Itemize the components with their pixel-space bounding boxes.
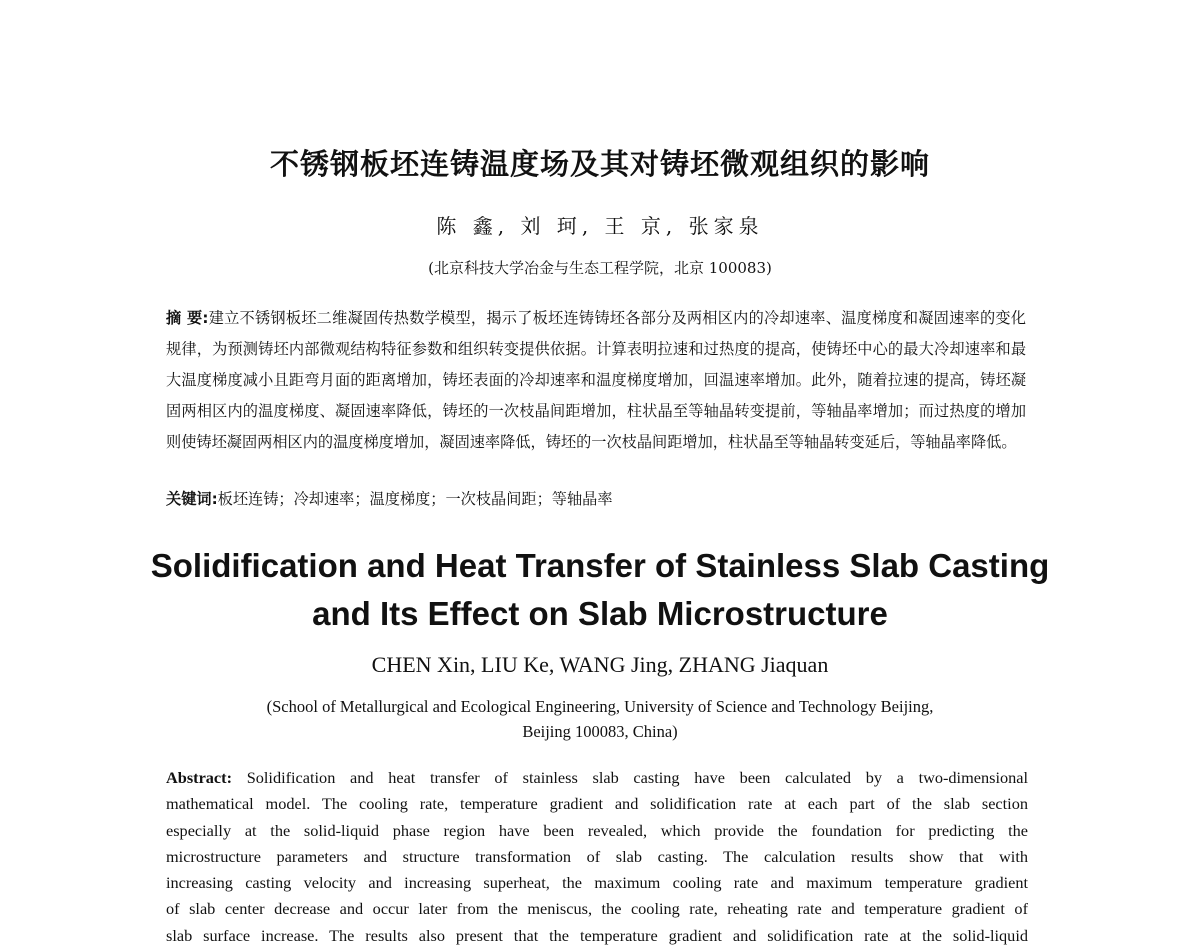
chinese-title: 不锈钢板坯连铸温度场及其对铸坯微观组织的影响 — [269, 147, 930, 181]
english-abstract-line: increasing casting velocity and increasing superheat, the maximum cooling rate and maximum temperature gradient — [166, 873, 1028, 893]
english-abstract-line: of slab center decrease and occur later from the meniscus, the cooling rate, reheating rate and temperature gradient of — [166, 899, 1028, 919]
english-abstract-line: slab surface increase. The results also present that the temperature gradient and solidification rate at the solid-liquid — [166, 925, 1028, 945]
chinese-keywords-label: 关键词: — [166, 490, 218, 508]
english-title-line-1: Solidification and Heat Transfer of Stainless Slab Casting — [150, 547, 1050, 584]
chinese-abstract-label: 摘 要: — [166, 309, 209, 327]
english-abstract-line: microstructure parameters and structure transformation of slab casting. The calculation results show that with — [166, 846, 1028, 866]
english-authors: CHEN Xin, LIU Ke, WANG Jing, ZHANG Jiaquan — [371, 652, 829, 677]
english-abstract-label: Abstract: — [166, 768, 233, 787]
chinese-keywords-text: 板坯连铸；冷却速率；温度梯度；一次枝晶间距；等轴晶率 — [217, 490, 613, 508]
english-abstract — [166, 765, 1028, 949]
english-abstract-line: especially at the solid-liquid phase region have been revealed, which provide the foundation for predicting the — [166, 820, 1028, 840]
english-abstract-line — [166, 765, 1028, 791]
chinese-abstract-text: 建立不锈钢板坯二维凝固传热数学模型，揭示了板坯连铸铸坯各部分及两相区内的冷却速率、温度梯度和凝固速率的变化规律，为预测铸坯内部微观结构特征参数和组织转变提供依据。计算表明拉速和过热度的提高，使铸坯中心的最大冷却速率和最大温度梯度减小且距弯月面的距离增加，铸坯表面的冷却速率和温度梯度增加，回温速率增加。此外，随着拉速的提高，铸坯凝固两相区内的温度梯度、凝固速率降低，铸坯的一次枝晶间距增加，柱状晶至等轴晶转变提前，等轴晶率增加；而过热度的增加则使铸坯凝固两相区内的温度梯度增加，凝固速率降低，铸坯的一次枝晶间距增加，柱状晶至等轴晶转变延后，等轴晶率降低。 — [166, 309, 1026, 451]
english-title-line-2: and Its Effect on Slab Microstructure — [312, 595, 888, 632]
english-abstract-line: mathematical model. The cooling rate, temperature gradient and solidification rate at each part of the slab section — [166, 794, 1028, 814]
chinese-authors: 陈 鑫, 刘 珂, 王 京, 张家泉 — [436, 214, 764, 238]
english-affiliation — [0, 694, 1200, 744]
chinese-keywords — [166, 487, 1026, 511]
chinese-abstract — [166, 303, 1026, 458]
chinese-affiliation: (北京科技大学冶金与生态工程学院，北京 100083) — [428, 259, 772, 277]
english-title — [0, 542, 1200, 638]
english-affiliation-line-1: (School of Metallurgical and Ecological Engineering, University of Science and Technology Beijing, — [266, 697, 934, 716]
english-affiliation-line-2: Beijing 100083, China) — [522, 722, 678, 741]
english-abstract-line-text: Solidification and heat transfer of stainless slab casting have been calculated by a two-dimensional — [246, 768, 1028, 787]
